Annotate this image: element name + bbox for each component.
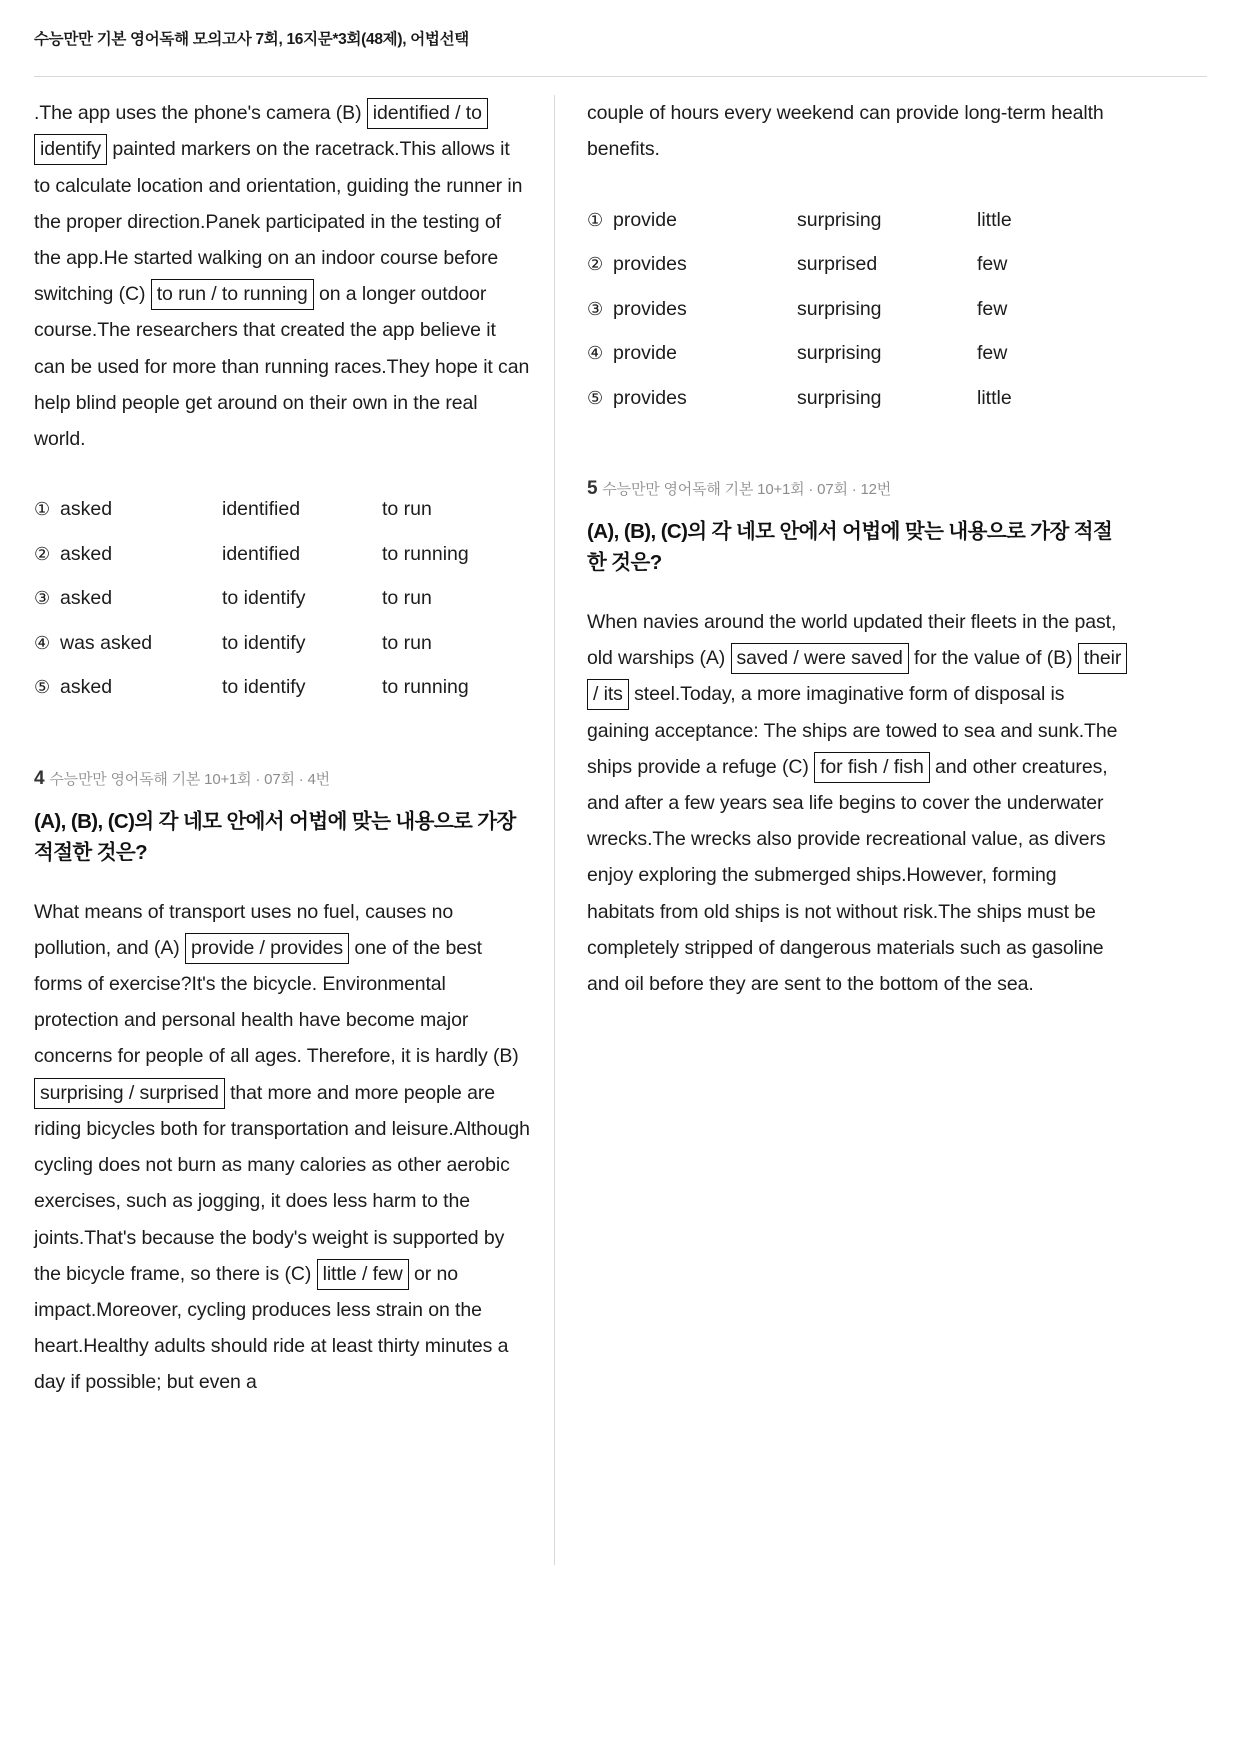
passage-segment: What means of transport uses no fuel, causes no pollution, and (A)	[34, 900, 454, 959]
passage-question-5	[587, 604, 1125, 1002]
option-number: ③	[587, 298, 604, 319]
passage-segment: for the value of (B)	[908, 647, 1078, 670]
option-row[interactable]	[34, 621, 530, 666]
option-value-b: surprising	[797, 297, 882, 320]
question-5-meta	[587, 478, 1125, 500]
option-number: ②	[587, 254, 604, 275]
option-value-b: to identify	[222, 676, 306, 699]
option-value-b: surprised	[797, 253, 878, 276]
option-value-a: asked	[60, 587, 113, 610]
option-value-b: surprising	[797, 342, 882, 365]
option-row[interactable]	[587, 287, 1125, 332]
passage-segment: painted markers on the racetrack.This allows it to calculate location and orientation, guiding the runner in the proper direction.Panek participated in the testing of the app.He started walking on an indoor course before switching (C)	[34, 138, 523, 306]
page-title: 수능만만 기본 영어독해 모의고사 7회, 16지문*3회(48제), 어법선택	[34, 31, 469, 48]
choice-box-b[interactable]: surprising / surprised	[34, 1078, 225, 1109]
passage-segment: that more and more people are riding bicycles both for transportation and leisure.Although cycling does not burn as many calories as other aerobic exercises, such as jogging, it does less harm to the joints.That's because the body's weight is supported by the bicycle frame, so there is (C)	[34, 1081, 530, 1285]
option-value-b: identified	[222, 498, 301, 521]
option-value-c: to running	[382, 542, 469, 565]
question-4-prompt: (A), (B), (C)의 각 네모 안에서 어법에 맞는 내용으로 가장 적절한 것은?	[34, 809, 516, 864]
option-row[interactable]	[34, 532, 530, 577]
option-value-c: to run	[382, 631, 432, 654]
choice-box-a[interactable]: provide / provides	[185, 933, 349, 964]
option-row[interactable]	[34, 487, 530, 532]
question-source: 수능만만 영어독해 기본 10+1회 · 07회 · 4번	[49, 770, 330, 788]
option-value-c: few	[977, 342, 1008, 365]
option-value-b: to identify	[222, 587, 306, 610]
option-value-c: to run	[382, 498, 432, 521]
choice-box-c[interactable]: little / few	[317, 1259, 409, 1290]
choice-box-a[interactable]: saved / were saved	[731, 643, 909, 674]
option-row[interactable]	[587, 376, 1125, 421]
passage-segment: one of the best forms of exercise?It's the bicycle. Environmental protection and personal health have become major concerns for people of all ages. Therefore, it is hardly (B)	[34, 936, 519, 1068]
option-number: ③	[34, 588, 51, 609]
right-column	[555, 95, 1125, 1002]
option-value-b: to identify	[222, 631, 306, 654]
document-header	[0, 0, 1241, 62]
passage-question-4-continued: couple of hours every weekend can provide long-term health benefits.	[587, 102, 1104, 161]
option-value-a: asked	[60, 542, 113, 565]
option-value-b: surprising	[797, 208, 882, 231]
option-value-a: asked	[60, 676, 113, 699]
options-question-4	[587, 198, 1125, 421]
question-4-meta	[34, 768, 530, 790]
choice-box-c[interactable]: for fish / fish	[814, 752, 930, 783]
option-value-c: few	[977, 253, 1008, 276]
option-value-a: provides	[613, 297, 687, 320]
option-number: ⑤	[34, 677, 51, 698]
option-value-b: surprising	[797, 386, 882, 409]
option-number: ④	[34, 632, 51, 653]
question-number: 4	[34, 767, 45, 789]
passage-segment: .The app uses the phone's camera (B)	[34, 102, 367, 125]
choice-box-c[interactable]: to run / to running	[151, 279, 314, 310]
option-value-a: was asked	[60, 631, 153, 654]
option-value-c: to running	[382, 676, 469, 699]
question-5-prompt: (A), (B), (C)의 각 네모 안에서 어법에 맞는 내용으로 가장 적절한 것은?	[587, 520, 1113, 575]
option-value-c: few	[977, 297, 1008, 320]
option-value-c: little	[977, 386, 1012, 409]
passage-segment: steel.Today, a more imaginative form of disposal is gaining acceptance: The ships are towed to sea and sunk.The ships provide a refuge (C)	[587, 683, 1118, 778]
choice-box-b[interactable]: identified / to identify	[34, 98, 488, 165]
question-source: 수능만만 영어독해 기본 10+1회 · 07회 · 12번	[602, 481, 892, 499]
option-value-c: to run	[382, 587, 432, 610]
option-value-a: provide	[613, 342, 677, 365]
left-column	[34, 95, 554, 1400]
passage-question-4	[34, 894, 530, 1401]
question-number: 5	[587, 478, 598, 500]
question-4-block	[34, 768, 530, 1401]
option-row[interactable]	[34, 576, 530, 621]
options-question-3	[34, 487, 530, 710]
option-number: ④	[587, 343, 604, 364]
question-5-block	[587, 478, 1125, 1002]
option-value-a: provides	[613, 253, 687, 276]
option-value-a: asked	[60, 498, 113, 521]
passage-segment: or no impact.Moreover, cycling produces less strain on the heart.Healthy adults should ride at least thirty minutes a day if possible; but even a	[34, 1262, 509, 1394]
option-row[interactable]	[587, 198, 1125, 243]
passage-segment: on a longer outdoor course.The researchers that created the app believe it can be used for more than running races.They hope it can help blind people get around on their own in the real world.	[34, 283, 530, 450]
option-number: ⑤	[587, 387, 604, 408]
option-value-a: provides	[613, 386, 687, 409]
choice-box-b[interactable]: their / its	[587, 643, 1127, 710]
option-number: ①	[587, 209, 604, 230]
option-value-a: provide	[613, 208, 677, 231]
option-number: ②	[34, 543, 51, 564]
option-row[interactable]	[587, 331, 1125, 376]
option-number: ①	[34, 499, 51, 520]
option-row[interactable]	[587, 242, 1125, 287]
passage-segment: and other creatures, and after a few years sea life begins to cover the underwater wrecks.The wrecks also provide recreational value, as divers enjoy exploring the submerged ships.However, forming habitats from old ships is not without risk.The ships must be completely stripped of dangerous materials such as gasoline and oil before they are sent to the bottom of the sea.	[587, 755, 1108, 996]
two-column-body	[0, 77, 1241, 1565]
option-row[interactable]	[34, 665, 530, 710]
option-value-b: identified	[222, 542, 301, 565]
passage-segment: When navies around the world updated their fleets in the past, old warships (A)	[587, 611, 1117, 670]
option-value-c: little	[977, 208, 1012, 231]
passage-question-3	[34, 95, 530, 457]
